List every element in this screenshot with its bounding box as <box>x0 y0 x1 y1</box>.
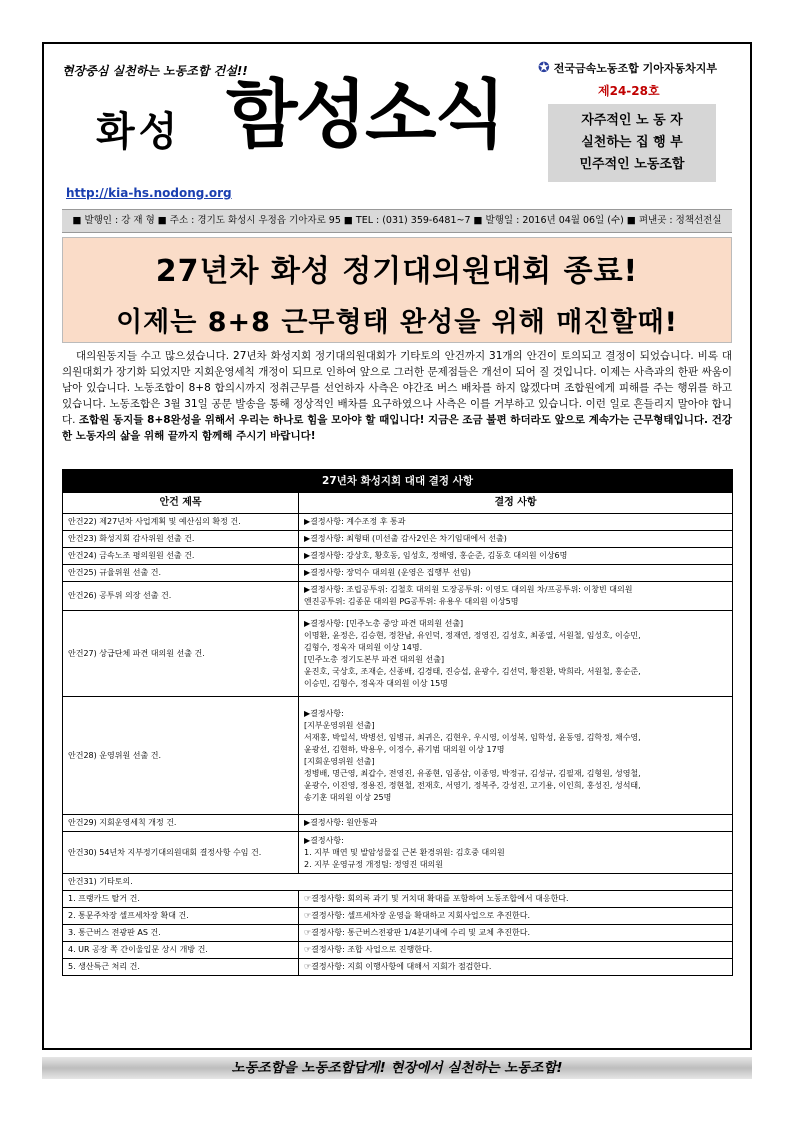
misc-item-result: ☞결정사항: 조합 사업으로 진행한다. <box>299 942 733 959</box>
footer-slogan: 노동조합을 노동조합답게! 현장에서 실천하는 노동조합! <box>42 1057 752 1079</box>
misc-item-result: ☞결정사항: 통근버스전광판 1/4분기내에 수리 및 교체 추진한다. <box>299 925 733 942</box>
table-row <box>63 832 733 874</box>
agenda-title: 안건22) 제27년차 사업계획 및 예산심의 확정 건. <box>63 514 299 531</box>
misc-row <box>63 942 733 959</box>
intro-paragraph <box>62 348 732 444</box>
result-line: 2. 지부 운영규정 개정팀: 정영진 대의원 <box>304 859 443 869</box>
issue-number: 제24-28호 <box>598 84 660 98</box>
publication-info-bar: ■ 발행인 : 강 재 형 ■ 주소 : 경기도 화성시 우정읍 기아자로 95 ■ TEL : (031) 359-6481~7 ■ 발행일 : 2016년 04월 06일 (수) ■ 펴낸곳 : 정책선전실 <box>62 209 732 233</box>
table-row <box>63 611 733 697</box>
agenda-result <box>299 697 733 815</box>
result-line: 이명환, 윤정은, 김승현, 정찬남, 유인덕, 정재연, 정영진, 김성호, 최종열, 서원철, 임성호, 이승민, <box>304 630 641 640</box>
result-line: 엔진공투위: 김종문 대의원 PG공투위: 유용우 대의원 이상5명 <box>304 597 519 606</box>
headline-box <box>62 237 732 343</box>
intro-text: 대의원동지들 수고 많으셨습니다. 27년차 화성지회 정기대의원대회가 기타토의 안건까지 31개의 안건이 토의되고 결정이 되었습니다. 비록 대의원대회가 장기화 되었지만 지회운영세칙 개정이 되므로 인하여 앞으로 그러한 문제점들은 개선이 되어 질 것입니다. 이제는 사측과의 한판 싸움이 남아 있습니다. 노동조합이 8+8 합의시까지 정취근무를 선언하자 사측은 야간조 버스 배차를 하지 않겠다며 조합원에게 피해를 주는 행위를 하고 있습니다. 노동조합은 3월 31일 공문 발송을 통해 정상적인 배차를 요구하였으나 사측은 이를 거부하고 있습니다. 이런 일로 흔들리지 말아야 합니다. <box>62 350 732 426</box>
result-line: 이승민, 김형수, 정욱자 대의원 이상 15명 <box>304 678 448 688</box>
headline-title: 27년차 화성 정기대의원대회 종료! <box>155 254 639 289</box>
union-name <box>538 60 717 76</box>
table-title: 27년차 화성지회 대대 결정 사항 <box>63 470 733 493</box>
misc-item-title: 4. UR 공장 쪽 간이울입문 상시 개방 건. <box>63 942 299 959</box>
motto-line: 실천하는 집 행 부 <box>581 135 683 150</box>
agenda-title: 안건30) 54년차 지부정기대의원대회 결정사항 수임 건. <box>63 832 299 874</box>
agenda-title: 안건23) 화성지회 감사위원 선출 건. <box>63 531 299 548</box>
motto-line: 자주적인 노 동 자 <box>581 113 683 128</box>
agenda-result <box>299 832 733 874</box>
result-line: 김형수, 정욱자 대의원 이상 14명. <box>304 642 423 652</box>
agenda-result <box>299 611 733 697</box>
result-line: [지회운영위원 선출] <box>304 756 375 766</box>
agenda-result <box>299 531 733 548</box>
table-row <box>63 582 733 611</box>
table-row <box>63 815 733 832</box>
result-line: ▶결정사항: 조립공투위: 김철호 대의원 도장공투위: 이영도 대의원 차/프공투위: 이창빈 대의원 <box>304 585 633 594</box>
union-name-text: 전국금속노동조합 기아자동차지부 <box>553 62 717 75</box>
misc-agenda-title: 안건31) 기타토의. <box>63 874 733 891</box>
table-row <box>63 514 733 531</box>
logo-region-name: 화성 <box>96 108 182 155</box>
result-line: 1. 지부 매연 및 발암성물질 근본 환경위원: 김호중 대의원 <box>304 847 505 857</box>
agenda-result <box>299 565 733 582</box>
misc-header-row <box>63 874 733 891</box>
misc-row <box>63 959 733 976</box>
misc-item-title: 3. 통근버스 전광판 AS 건. <box>63 925 299 942</box>
misc-item-result: ☞결정사항: 지회 이행사항에 대해서 지회가 점검한다. <box>299 959 733 976</box>
result-line: 송기훈 대의원 이상 25명 <box>304 792 392 802</box>
agenda-title: 안건27) 상급단체 파견 대의원 선출 건. <box>63 611 299 697</box>
agenda-result <box>299 548 733 565</box>
table-row <box>63 531 733 548</box>
result-line: 정병배, 명근영, 최갑수, 전영진, 유종현, 임종삼, 이종영, 박정규, 김성규, 김필재, 김형원, 성영철, <box>304 768 641 778</box>
result-line: ▶결정사항: 장덕수 대의원 (운영은 집행부 선임) <box>304 568 471 577</box>
table-row <box>63 565 733 582</box>
headline-subtitle: 이제는 8+8 근무형태 완성을 위해 매진할때! <box>116 307 678 338</box>
misc-item-title: 2. 통문주차장 셀프세차장 확대 건. <box>63 908 299 925</box>
header-slogan: 현장중심 실천하는 노동조합 건설!! <box>62 64 248 78</box>
result-line: 윤광선, 김현하, 박용우, 이정수, 류기범 대의원 이상 17명 <box>304 744 505 754</box>
result-line: ▶결정사항: 계수조정 후 통과 <box>304 517 406 526</box>
misc-item-title: 5. 생산특근 처리 건. <box>63 959 299 976</box>
decisions-table <box>62 469 733 976</box>
misc-row <box>63 925 733 942</box>
column-header-title: 안건 제목 <box>63 493 299 514</box>
motto-line: 민주적인 노동조합 <box>579 157 685 172</box>
result-line: 윤광수, 이진영, 정용진, 정현철, 전재호, 서영기, 정복주, 강성진, 고기용, 이인희, 홍성진, 성석태, <box>304 780 641 790</box>
agenda-result <box>299 815 733 832</box>
agenda-title: 안건28) 운영위원 선출 건. <box>63 697 299 815</box>
result-line: ▶결정사항: 원안통과 <box>304 818 378 827</box>
agenda-result <box>299 514 733 531</box>
table-body <box>63 514 733 874</box>
column-header-result: 결정 사항 <box>299 493 733 514</box>
agenda-result <box>299 582 733 611</box>
agenda-title: 안건26) 공투위 의장 선출 건. <box>63 582 299 611</box>
table-row <box>63 548 733 565</box>
misc-item-title: 1. 프랭카드 탈거 건. <box>63 891 299 908</box>
newsletter-logo: 함성소식 <box>226 72 504 158</box>
website-link[interactable]: http://kia-hs.nodong.org <box>66 186 232 200</box>
misc-row <box>63 908 733 925</box>
result-line: 윤진호, 국상호, 조재순, 신종배, 김경태, 진승섭, 윤광수, 김선덕, 황진환, 박희라, 서원철, 홍순준, <box>304 666 641 676</box>
table-row <box>63 697 733 815</box>
result-line: ▶결정사항: <box>304 835 344 845</box>
union-emblem-icon: ✪ <box>538 60 550 76</box>
result-line: [민주노총 정기도본부 파견 대의원 선출] <box>304 654 445 664</box>
result-line: ▶결정사항: <box>304 708 344 718</box>
intro-emphasis: 조합원 동지들 8+8완성을 위해서 우리는 하나로 힘을 모아야 할 때입니다! 지금은 조금 불편 하더라도 앞으로 계속가는 근무형태입니다. 건강한 노동자의 삶을 위해 끝까지 함께해 주시기 바랍니다! <box>62 414 732 442</box>
agenda-title: 안건29) 지회운영세칙 개정 건. <box>63 815 299 832</box>
result-line: [지부운영위원 선출] <box>304 720 375 730</box>
agenda-title: 안건24) 금속노조 평의원원 선출 건. <box>63 548 299 565</box>
motto-box <box>548 104 716 182</box>
misc-item-result: ☞결정사항: 셀프세차장 운영을 확대하고 지회사업으로 추진한다. <box>299 908 733 925</box>
result-line: ▶결정사항: [민주노총 중앙 파견 대의원 선출] <box>304 618 464 628</box>
result-line: 서재홍, 박일석, 박병선, 임병규, 최귀은, 김현우, 우시영, 이성복, 임학성, 윤동영, 김학정, 채수영, <box>304 732 641 742</box>
misc-item-result: ☞결정사항: 회의록 과기 및 거치대 확대를 포함하여 노동조합에서 대응한다. <box>299 891 733 908</box>
agenda-title: 안건25) 규율위원 선출 건. <box>63 565 299 582</box>
misc-row <box>63 891 733 908</box>
result-line: ▶결정사항: 강상호, 황호동, 임성호, 정해영, 홍순준, 김동호 대의원 이상6명 <box>304 551 568 560</box>
misc-table-body <box>63 874 733 976</box>
result-line: ▶결정사항: 최형태 (미선출 감사2인은 차기임대에서 선출) <box>304 534 507 543</box>
